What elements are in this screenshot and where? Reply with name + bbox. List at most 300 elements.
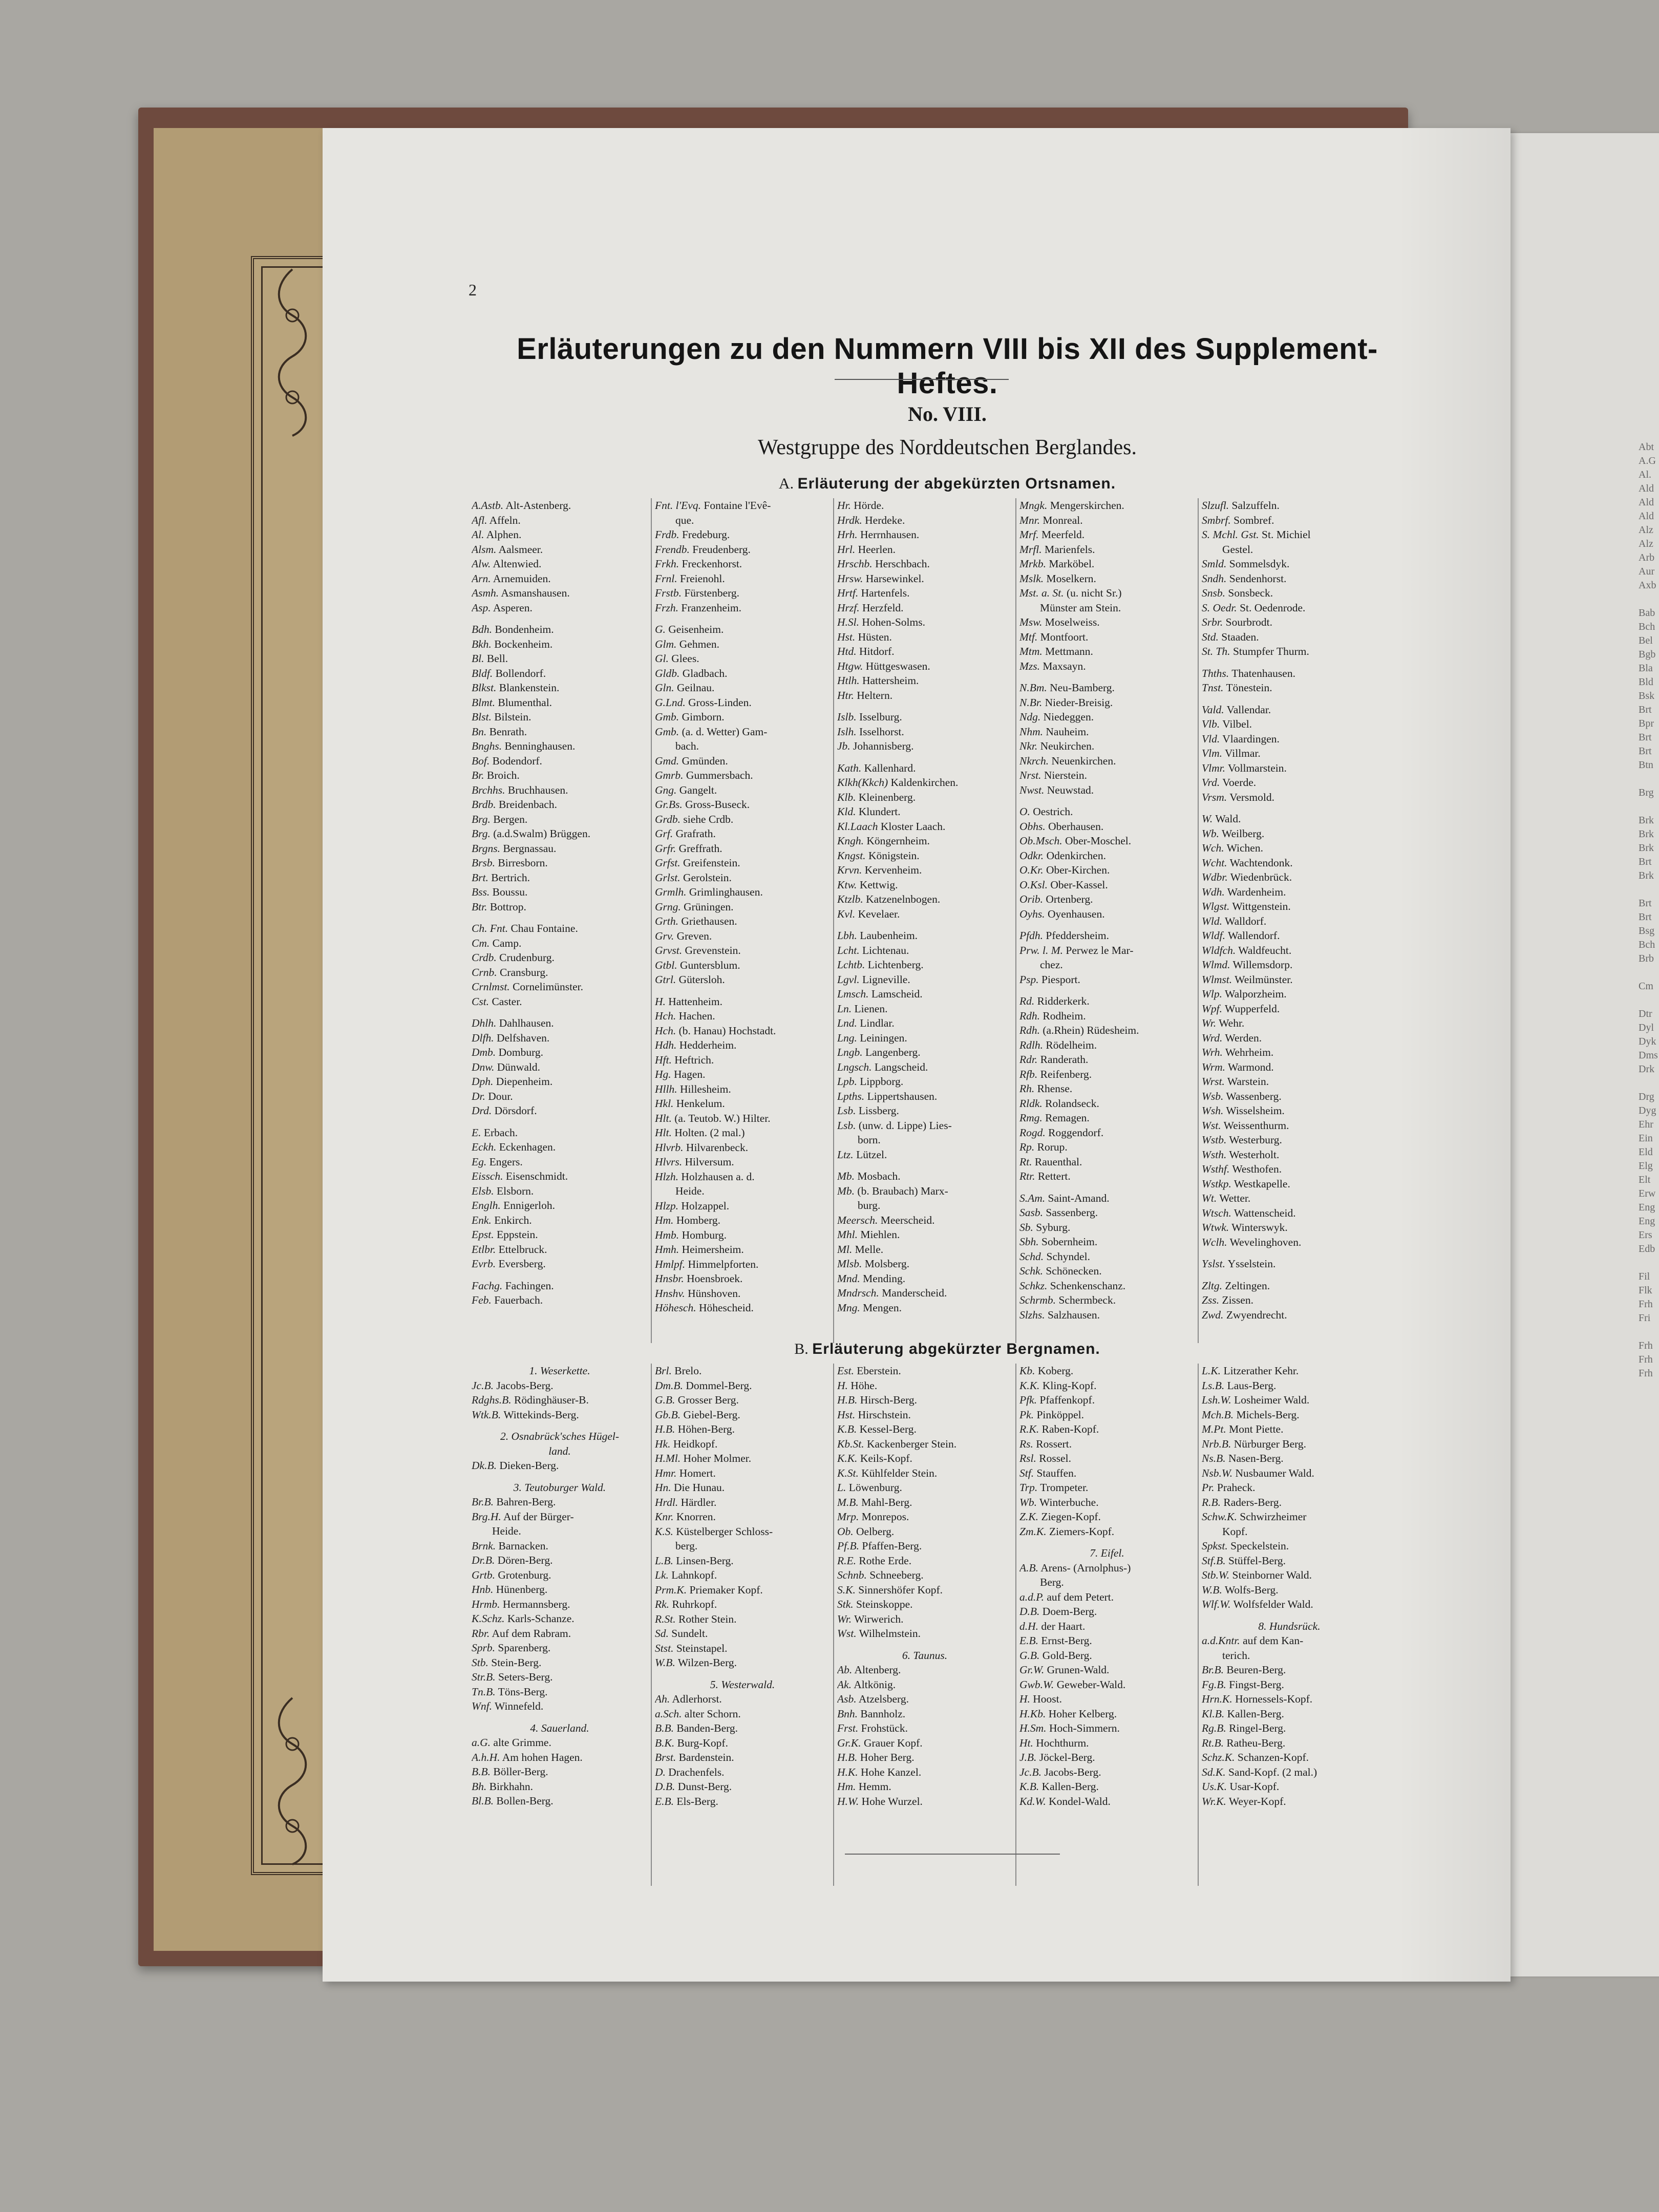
expansion: Kallen-Berg. (1227, 1707, 1284, 1720)
expansion: Vallendar. (1226, 703, 1271, 716)
abbreviation-entry (1019, 601, 1195, 615)
abbreviation-entry (472, 1184, 648, 1199)
abbreviation: G.Lnd. (655, 696, 686, 709)
abbreviation-entry (837, 498, 1012, 513)
abbreviation-entry (837, 1779, 1012, 1794)
abbreviation: Grfst. (655, 857, 680, 869)
abbreviation: Mzs. (1019, 660, 1040, 672)
abbreviation-entry (1202, 943, 1377, 958)
expansion: Birresborn. (498, 857, 548, 869)
abbreviation-entry (472, 900, 648, 914)
expansion: Erbach. (483, 1126, 518, 1139)
expansion: Thatenhausen. (1231, 667, 1295, 679)
expansion: Wachtendonk. (1229, 856, 1293, 869)
abbreviation-entry (472, 622, 648, 637)
facing-fragment: Dyk (1639, 1036, 1656, 1047)
expansion: Sassenberg. (1046, 1206, 1098, 1219)
section-subtitle: Westgruppe des Norddeutschen Berglandes. (758, 436, 1137, 459)
abbreviation: Brg. (472, 813, 491, 825)
abbreviation-entry (1019, 513, 1195, 528)
expansion: Bodendorf. (492, 754, 542, 767)
abbreviation-entry (655, 900, 830, 914)
abbreviation-entry (1202, 542, 1377, 557)
facing-fragment: Ald (1639, 497, 1654, 508)
abbreviation: K.B. (837, 1423, 857, 1435)
abbreviation-entry (655, 1140, 830, 1155)
expansion: Hattersheim. (862, 674, 919, 687)
expansion: Grevenstein. (685, 944, 741, 956)
abbreviation: Frdb. (655, 528, 679, 541)
abbreviation: Wlgst. (1202, 900, 1230, 912)
spacer (1202, 1249, 1377, 1257)
facing-fragment: Bel (1639, 635, 1653, 646)
expansion: Karls-Schanze. (507, 1612, 575, 1625)
abbreviation: Wst. (1202, 1119, 1221, 1132)
abbreviation-entry (655, 527, 830, 542)
expansion: Drachenfels. (668, 1766, 725, 1778)
expansion: Hohen-Solms. (862, 616, 925, 628)
expansion: St. Oedenrode. (1240, 601, 1306, 614)
expansion: Freienohl. (679, 572, 725, 585)
abbreviation-entry (655, 1213, 830, 1228)
abbreviation-entry (1019, 542, 1195, 557)
spacer (472, 1473, 648, 1480)
abbreviation: Pr. (1202, 1481, 1215, 1494)
abbreviation: H.B. (837, 1751, 858, 1763)
abbreviation-entry (837, 972, 1012, 987)
expansion: auf dem Petert. (1047, 1590, 1114, 1603)
abbreviation-entry (655, 1451, 830, 1466)
expansion: Greffrath. (678, 842, 722, 855)
expansion: Gütersloh. (678, 973, 725, 986)
abbreviation-entry (1202, 1677, 1377, 1692)
facing-fragment: Bsg (1639, 925, 1655, 937)
abbreviation-entry (1019, 1140, 1195, 1155)
abbreviation-entry (472, 754, 648, 769)
abbreviation-entry (1202, 732, 1377, 747)
abbreviation-entry (1202, 885, 1377, 900)
abbreviation-entry (837, 878, 1012, 892)
expansion: Fredeburg. (682, 528, 730, 541)
expansion: Klundert. (858, 805, 901, 818)
abbreviation-entry (837, 1213, 1012, 1228)
abbreviation-entry (655, 1539, 830, 1554)
abbreviation-entry (837, 775, 1012, 790)
expansion: Hochthurm. (1036, 1736, 1089, 1749)
abbreviation-entry (837, 1692, 1012, 1707)
expansion: Gmünden. (682, 754, 728, 767)
abbreviation: Sd.K. (1202, 1766, 1226, 1778)
abbreviation-entry (1019, 1308, 1195, 1323)
abbreviation: Hmr. (655, 1466, 677, 1479)
expansion: Westerholt. (1229, 1148, 1280, 1161)
group-heading: 2. Osnabrück'sches Hügel- (500, 1430, 620, 1442)
abbreviation-entry (655, 1009, 830, 1024)
abbreviation-entry (1019, 878, 1195, 892)
abbreviation: Prw. l. M. (1019, 944, 1064, 956)
expansion: Hagen. (674, 1068, 706, 1080)
expansion: Meerscheid. (880, 1214, 935, 1226)
group-heading: land. (548, 1444, 571, 1457)
abbreviation: Stk. (837, 1598, 854, 1610)
abbreviation-entry (472, 1140, 648, 1155)
facing-fragment: Elt (1639, 1174, 1651, 1185)
abbreviation-entry (1202, 1162, 1377, 1177)
abbreviation-entry (1019, 680, 1195, 695)
abbreviation: Dr. (472, 1090, 485, 1102)
abbreviation-entry (837, 1612, 1012, 1627)
abbreviation-entry (472, 1125, 648, 1140)
expansion: Weilmünster. (1235, 973, 1293, 986)
abbreviation-entry (837, 1016, 1012, 1031)
abbreviation-entry (655, 994, 830, 1009)
abbreviation: Hch. (655, 1010, 676, 1022)
abbreviation: S.K. (837, 1583, 856, 1596)
abbreviation-entry (837, 1271, 1012, 1286)
abbreviation: Mch.B. (1202, 1408, 1234, 1421)
abbreviation: Smbrf. (1202, 514, 1231, 526)
facing-fragment: Frh (1639, 1299, 1653, 1310)
abbreviation-entry (1019, 1707, 1195, 1721)
facing-fragment (1639, 966, 1659, 980)
facing-fragment: Brt (1639, 911, 1652, 923)
abbreviation-entry (1019, 557, 1195, 571)
expansion: St. Michiel (1262, 528, 1311, 541)
abbreviation-entry (655, 513, 830, 528)
expansion: Nusbaumer Wald. (1235, 1466, 1314, 1479)
facing-fragment: Drg (1639, 1091, 1654, 1102)
abbreviation-entry (655, 1655, 830, 1670)
abbreviation: Mb. (837, 1184, 855, 1197)
expansion: Wetter. (1219, 1192, 1251, 1204)
group-heading: 6. Taunus. (902, 1649, 948, 1662)
abbreviation: R.B. (1202, 1496, 1221, 1508)
expansion: Fontaine l'Evê- (704, 499, 771, 512)
abbreviation: a.d.P. (1019, 1590, 1044, 1603)
abbreviation-entry (472, 1735, 648, 1750)
expansion: Els-Berg. (676, 1795, 718, 1807)
abbreviation: Bss. (472, 886, 490, 898)
expansion: Koberg. (1037, 1365, 1074, 1377)
expansion: Stauffen. (1036, 1466, 1077, 1479)
abbreviation-entry (1202, 1378, 1377, 1393)
abbreviation-entry (1019, 1495, 1195, 1510)
abbreviation-entry (1202, 1539, 1377, 1554)
abbreviation-entry (1202, 1480, 1377, 1495)
expansion: Jacobs-Berg. (1044, 1766, 1101, 1778)
abbreviation: Gln. (655, 682, 674, 694)
expansion: Hirsch-Berg. (860, 1394, 918, 1406)
abbreviation-entry (1202, 1721, 1377, 1736)
abbreviation-entry (837, 1378, 1012, 1393)
expansion: Grunen-Wald. (1047, 1664, 1110, 1676)
abbreviation-entry (1019, 958, 1195, 972)
abbreviation-entry (1202, 1089, 1377, 1104)
abbreviation-entry (1019, 1169, 1195, 1184)
abbreviation-entry (472, 994, 648, 1009)
expansion: Bollendorf. (495, 667, 546, 679)
abbreviation: Wtwk. (1202, 1221, 1229, 1233)
abbreviation: K.B. (1019, 1780, 1039, 1793)
expansion: Wichen. (1226, 842, 1263, 854)
expansion: Cornelimünster. (513, 981, 584, 993)
abbreviation: Mlsb. (837, 1258, 862, 1270)
expansion: Salzhausen. (1047, 1308, 1100, 1321)
abbreviation-entry (837, 1736, 1012, 1751)
expansion: Staaden. (1221, 630, 1259, 643)
abbreviation-entry (1019, 848, 1195, 863)
abbreviation: Kd.W. (1019, 1795, 1046, 1807)
abbreviation: Ml. (837, 1243, 853, 1256)
abbreviation-entry (1019, 695, 1195, 710)
abbreviation: Rdh. (1019, 1009, 1040, 1022)
abbreviation-entry (837, 848, 1012, 863)
abbreviation: W.B. (1202, 1583, 1222, 1596)
expansion: Heidkopf. (673, 1437, 718, 1450)
abbreviation-entry (1019, 834, 1195, 848)
expansion: Hoensbroek. (687, 1272, 743, 1285)
abbreviation: Mst. a. St. (1019, 587, 1064, 599)
abbreviation: Wlp. (1202, 988, 1223, 1000)
abbreviation-entry (837, 1198, 1012, 1213)
abbreviation: Psp. (1019, 973, 1039, 986)
abbreviation: Hlzp. (655, 1199, 678, 1212)
expansion: Ligneville. (862, 973, 910, 986)
abbreviation: Sprb. (472, 1642, 495, 1654)
abbreviation-entry (655, 1495, 830, 1510)
expansion: Sundelt. (671, 1627, 708, 1640)
facing-fragment: Alz (1639, 524, 1653, 536)
expansion: Löwenburg. (848, 1481, 902, 1494)
section-number: No. VIII. (908, 402, 987, 426)
abbreviation-entry (472, 1155, 648, 1169)
abbreviation: Ktzlb. (837, 893, 863, 905)
abbreviation: Rfb. (1019, 1068, 1038, 1080)
abbreviation-entry (1019, 1422, 1195, 1437)
expansion: Affeln. (489, 514, 521, 526)
facing-fragment: Dyl (1639, 1022, 1654, 1033)
facing-fragment: Abt (1639, 441, 1654, 453)
abbreviation-entry (837, 1257, 1012, 1271)
abbreviation: L.K. (1202, 1365, 1221, 1377)
expansion: Eisenschmidt. (505, 1170, 568, 1182)
expansion: Rettert. (1037, 1170, 1071, 1182)
expansion: Piesport. (1041, 973, 1080, 986)
abbreviation: Hlt. (655, 1126, 672, 1139)
abbreviation: S. Mchl. Gst. (1202, 528, 1259, 541)
abbreviation: Nkrch. (1019, 754, 1049, 767)
abbreviation: Mng. (837, 1301, 860, 1314)
abbreviation: Rt.B. (1202, 1736, 1224, 1749)
abbreviation: Rt. (1019, 1155, 1032, 1168)
expansion: Kallenhard. (864, 761, 916, 774)
abbreviation-entry (472, 637, 648, 652)
abbreviation: Hrtf. (837, 587, 859, 599)
expansion: Ober-Kirchen. (1046, 864, 1110, 876)
abbreviation-entry (472, 1378, 648, 1393)
abbreviation: Grtb. (472, 1568, 495, 1581)
abbreviation-entry (655, 557, 830, 571)
expansion: Waldfeucht. (1238, 944, 1292, 956)
abbreviation: Msw. (1019, 616, 1043, 628)
expansion: Eversberg. (498, 1258, 546, 1270)
abbreviation-entry (655, 1169, 830, 1184)
expansion: Ernst-Berg. (1041, 1634, 1092, 1647)
abbreviation-entry (472, 1242, 648, 1257)
abbreviation: Wdh. (1202, 885, 1225, 898)
expansion: Küstelberger Schloss- (676, 1525, 773, 1538)
facing-fragment: Brt (1639, 746, 1652, 757)
expansion: Sand-Kopf. (2 mal.) (1228, 1766, 1317, 1778)
abbreviation: Gmrb. (655, 769, 684, 781)
expansion: Villmar. (1225, 747, 1261, 759)
expansion: Langenberg. (865, 1046, 921, 1058)
abbreviation-entry (1019, 994, 1195, 1009)
abbreviation-entry (1019, 630, 1195, 645)
expansion: Lissberg. (858, 1104, 899, 1117)
expansion: Rödinghäuser-B. (514, 1394, 589, 1406)
abbreviation-entry (655, 1736, 830, 1751)
abbreviation-entry (837, 863, 1012, 878)
expansion: Sourbrodt. (1225, 616, 1272, 628)
expansion: Wisselsheim. (1226, 1104, 1285, 1117)
abbreviation-entry (1202, 972, 1377, 987)
abbreviation: Ndg. (1019, 711, 1041, 723)
abbreviation: Jc.B. (472, 1379, 494, 1392)
abbreviation: Schrmb. (1019, 1294, 1056, 1306)
abbreviation-entry (655, 1257, 830, 1272)
expansion: Reifenberg. (1040, 1068, 1092, 1080)
expansion: Perwez le Mar- (1066, 944, 1134, 956)
expansion: Hohe Wurzel. (861, 1795, 923, 1807)
abbreviation-entry (1019, 1677, 1195, 1692)
facing-fragment: Cm (1639, 981, 1653, 992)
abbreviation: Hst. (837, 630, 856, 643)
expansion: Hünshoven. (688, 1287, 741, 1300)
abbreviation: Brsb. (472, 857, 495, 869)
expansion: Dieken-Berg. (499, 1459, 559, 1472)
facing-fragment: Brt (1639, 704, 1652, 715)
abbreviation-entry (655, 1597, 830, 1612)
abbreviation: Brdb. (472, 798, 496, 811)
abbreviation: Vrsm. (1202, 791, 1227, 803)
facing-fragment: Bch (1639, 939, 1655, 950)
expansion: Usar-Kopf. (1229, 1780, 1280, 1793)
abbreviation: Dph. (472, 1075, 494, 1088)
abbreviation-entry (1019, 1052, 1195, 1067)
abbreviation: Mtf. (1019, 630, 1038, 643)
expansion: Homburg. (682, 1228, 727, 1241)
abbreviation-entry (1019, 768, 1195, 783)
expansion: Heide. (492, 1525, 521, 1537)
expansion: Caster. (492, 995, 522, 1008)
group-heading: 7. Eifel. (1090, 1547, 1124, 1559)
expansion: Rorup. (1037, 1141, 1068, 1153)
abbreviation: Wcht. (1202, 856, 1227, 869)
abbreviation-entry (472, 1670, 648, 1685)
abbreviation: Thths. (1202, 667, 1229, 679)
abbreviation-entry (1202, 1692, 1377, 1707)
abbreviation: Frst. (837, 1722, 859, 1734)
abbreviation-entry (1202, 899, 1377, 914)
abbreviation: B.B. (655, 1722, 674, 1734)
expansion: Monrepos. (861, 1511, 909, 1523)
section-b-prefix: B. (794, 1341, 809, 1357)
spacer (1019, 1539, 1195, 1546)
expansion: Homert. (679, 1466, 716, 1479)
expansion: Syburg. (1036, 1221, 1071, 1233)
abbreviation: Wb. (1019, 1496, 1037, 1508)
abbreviation: Rtr. (1019, 1170, 1035, 1182)
abbreviation-entry (1019, 928, 1195, 943)
abbreviation: Klb. (837, 791, 856, 803)
abbreviation-entry (1202, 1568, 1377, 1583)
abbreviation-entry (837, 1765, 1012, 1780)
abbreviation-entry (1019, 1264, 1195, 1279)
expansion: Neukirchen. (1040, 740, 1095, 752)
mountain-column-5 (1198, 1364, 1380, 1886)
abbreviation-entry (655, 651, 830, 666)
abbreviation: Hrh. (837, 528, 858, 541)
section-a-heading (497, 475, 1398, 493)
expansion: Wehr. (1219, 1017, 1245, 1029)
expansion: Warstein. (1227, 1075, 1269, 1088)
expansion: Gangelt. (679, 783, 717, 796)
abbreviation: Hrdl. (655, 1496, 678, 1508)
expansion: Dörsdorf. (494, 1104, 537, 1117)
expansion: Rolandseck. (1045, 1097, 1099, 1110)
expansion: Schneeberg. (869, 1569, 924, 1581)
abbreviation: Nwst. (1019, 783, 1045, 796)
expansion: Kessel-Berg. (859, 1423, 917, 1435)
abbreviation-entry (472, 768, 648, 783)
facing-fragment: Erw (1639, 1188, 1656, 1199)
abbreviation-entry (1202, 1633, 1377, 1648)
expansion: burg. (858, 1199, 881, 1211)
abbreviation-entry (837, 1301, 1012, 1315)
expansion: Knorren. (676, 1511, 716, 1523)
abbreviation-entry (1019, 1736, 1195, 1751)
abbreviation: Dk.B. (472, 1459, 497, 1472)
abbreviation: Ak. (837, 1678, 852, 1691)
abbreviation: Bh. (472, 1780, 487, 1793)
abbreviation-entry (655, 1228, 830, 1243)
abbreviation-entry (1202, 1293, 1377, 1308)
abbreviation-entry (837, 630, 1012, 645)
abbreviation-entry (1202, 841, 1377, 856)
expansion: (a. Teutob. W.) Hilter. (674, 1112, 771, 1124)
abbreviation-entry (655, 1480, 830, 1495)
abbreviation: Bof. (472, 754, 490, 767)
abbreviation: Al. (472, 528, 484, 541)
spacer (472, 1271, 648, 1279)
expansion: Rother Stein. (678, 1612, 737, 1625)
abbreviation-entry (472, 542, 648, 557)
abbreviation-entry (472, 527, 648, 542)
abbreviation: Wstb. (1202, 1134, 1227, 1146)
abbreviation-entry (1202, 812, 1377, 826)
abbreviation-entry (472, 1016, 648, 1031)
page-fold-shadow (1398, 128, 1511, 1982)
abbreviation: H.B. (837, 1394, 858, 1406)
facing-fragment: Eng (1639, 1202, 1655, 1213)
abbreviation-entry (655, 1568, 830, 1583)
abbreviation-entry (837, 1074, 1012, 1089)
abbreviation-entry (472, 498, 648, 513)
abbreviation: Ktw. (837, 878, 857, 891)
expansion: Holzhausen a. d. (681, 1170, 755, 1183)
facing-fragment: Bla (1639, 663, 1653, 674)
